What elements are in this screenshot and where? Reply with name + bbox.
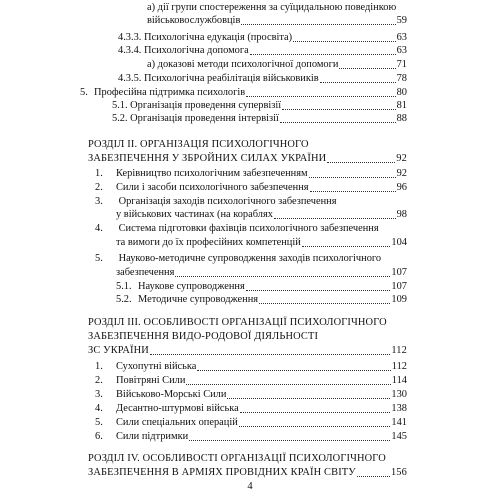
toc-entry-number: 6. — [95, 431, 103, 442]
toc-entry-text: Сили і засоби психологічного забезпечення — [116, 182, 309, 193]
toc-entry — [95, 222, 379, 235]
toc-page-number: 141 — [391, 417, 407, 428]
leader-dots — [293, 33, 395, 42]
toc-page-number: 92 — [396, 153, 407, 164]
toc-page-number: 114 — [391, 375, 407, 386]
section-heading: РОЗДІЛ ІІ. ОРГАНІЗАЦІЯ ПСИХОЛОГІЧНОГО — [88, 139, 309, 150]
leader-dots — [189, 432, 390, 441]
toc-page-number: 88 — [396, 113, 407, 124]
leader-dots — [246, 282, 391, 291]
toc-page-number: 92 — [396, 168, 407, 179]
toc-entry-text: 4.3.5. Психологічна реабілітація військовиків — [118, 73, 319, 84]
toc-entry-text: забезпечення — [116, 267, 175, 278]
toc-page-number: 63 — [396, 45, 407, 56]
toc-entry-number: 5.2. — [116, 294, 132, 305]
leader-dots — [339, 60, 395, 69]
toc-entry-number: 2. — [95, 182, 103, 193]
toc-entry-text: у військових частинах (на кораблях — [116, 209, 273, 220]
toc-page-number: 78 — [396, 73, 407, 84]
toc-page-number: 130 — [391, 389, 407, 400]
section-heading-line — [88, 344, 407, 357]
toc-entry — [95, 167, 407, 180]
leader-dots — [309, 169, 396, 178]
toc-entry — [116, 280, 407, 293]
toc-entry-text: Методичне супроводження — [138, 294, 259, 305]
toc-entry-text: а) дії групи спостереження за суїцидальною поведінкою — [147, 2, 397, 13]
toc-entry-number: 3. — [95, 196, 103, 207]
toc-entry-text: Військово-Морські Сили — [116, 389, 227, 400]
toc-entry — [95, 181, 407, 194]
toc-page-number: 63 — [396, 32, 407, 43]
toc-entry — [147, 58, 407, 71]
toc-entry — [118, 44, 407, 57]
toc-entry-text: Повітряні Сили — [116, 375, 186, 386]
toc-entry-text: 4.3.3. Психологічна едукація (просвіта) — [118, 32, 293, 43]
toc-entry — [112, 112, 407, 125]
leader-dots — [186, 376, 390, 385]
toc-entry — [80, 86, 407, 99]
section-heading: ЗАБЕЗПЕЧЕННЯ ВИДО-РОДОВОЇ ДІЯЛЬНОСТІ — [88, 331, 319, 342]
leader-dots — [150, 346, 390, 355]
toc-entry-text: та вимоги до їх професійних компетенцій — [116, 237, 301, 248]
leader-dots — [240, 404, 391, 413]
toc-entry — [95, 402, 407, 415]
toc-entry — [95, 360, 407, 373]
toc-entry — [95, 416, 407, 429]
leader-dots — [250, 46, 396, 55]
toc-page-number: 109 — [391, 294, 407, 305]
toc-entry — [112, 99, 407, 112]
toc-page-number: 112 — [391, 361, 407, 372]
toc-entry — [116, 293, 407, 306]
leader-dots — [227, 390, 390, 399]
leader-dots — [302, 238, 391, 247]
leader-dots — [175, 268, 390, 277]
toc-entry — [147, 14, 407, 27]
section-heading-line — [88, 466, 407, 479]
toc-entry-number: 2. — [95, 375, 103, 386]
toc-entry-text: Сили підтримки — [116, 431, 189, 442]
section-heading-line — [88, 152, 407, 165]
toc-entry-number: 1. — [95, 361, 103, 372]
toc-page-number: 145 — [391, 431, 407, 442]
toc-page-number: 80 — [396, 87, 407, 98]
page-number: 4 — [247, 481, 253, 492]
toc-entry-text: Сили спеціальних операцій — [116, 417, 238, 428]
toc-entry-number: 1. — [95, 168, 103, 179]
toc-entry-text: Організація заходів психологічного забезпечення — [118, 196, 337, 207]
toc-entry-number: 4. — [95, 223, 103, 234]
toc-entry — [116, 208, 407, 221]
toc-entry-number: 4. — [95, 403, 103, 414]
toc-entry — [116, 236, 407, 249]
toc-entry-text: військовослужбовців — [147, 15, 241, 26]
leader-dots — [259, 295, 390, 304]
toc-entry-text: Наукове супроводження — [138, 281, 245, 292]
toc-entry-text: Керівництво психологічним забезпеченням — [116, 168, 308, 179]
toc-entry — [95, 195, 337, 208]
section-heading: РОЗДІЛ IV. ОСОБЛИВОСТІ ОРГАНІЗАЦІЇ ПСИХОЛОГІЧНОГО — [88, 453, 386, 464]
toc-entry-number: 5. — [95, 417, 103, 428]
toc-entry — [118, 31, 407, 44]
toc-entry-text: Система підготовки фахівців психологічного забезпечення — [118, 223, 379, 234]
toc-entry — [95, 430, 407, 443]
toc-page-number: 81 — [396, 100, 407, 111]
toc-page-number: 59 — [396, 15, 407, 26]
toc-page-number: 107 — [391, 267, 407, 278]
toc-entry-number: 3. — [95, 389, 103, 400]
toc-entry-text: 4.3.4. Психологічна допомога — [118, 45, 249, 56]
leader-dots — [241, 16, 395, 25]
leader-dots — [357, 468, 390, 477]
leader-dots — [274, 210, 396, 219]
toc-entry — [95, 374, 407, 387]
toc-entry-text: 5.2. Організація проведення інтервізії — [112, 113, 279, 124]
toc-entry — [118, 72, 407, 85]
toc-entry — [95, 252, 381, 265]
toc-entry-text: 5.1. Організація проведення супервізії — [112, 100, 282, 111]
toc-entry — [147, 1, 396, 14]
toc-entry-text: а) доказові методи психологічної допомоги — [147, 59, 339, 70]
section-heading-text: ЗАБЕЗПЕЧЕННЯ У ЗБРОЙНИХ СИЛАХ УКРАЇНИ — [88, 153, 327, 164]
toc-entry-number: 5.1. — [116, 281, 132, 292]
toc-entry — [116, 266, 407, 279]
leader-dots — [246, 88, 395, 97]
section-heading: РОЗДІЛ ІІІ. ОСОБЛИВОСТІ ОРГАНІЗАЦІЇ ПСИХОЛОГІЧНОГО — [88, 317, 387, 328]
leader-dots — [282, 101, 395, 110]
leader-dots — [239, 418, 391, 427]
section-heading-text: ЗАБЕЗПЕЧЕННЯ В АРМІЯХ ПРОВІДНИХ КРАЇН СВІТУ — [88, 467, 356, 478]
leader-dots — [280, 114, 396, 123]
toc-entry-text: Сухопутні війська — [116, 361, 197, 372]
leader-dots — [327, 154, 395, 163]
leader-dots — [320, 74, 396, 83]
toc-page-number: 71 — [396, 59, 407, 70]
toc-page-number: 104 — [391, 237, 407, 248]
toc-page-number: 107 — [391, 281, 407, 292]
toc-page-number: 96 — [396, 182, 407, 193]
toc-entry — [95, 388, 407, 401]
toc-page-number: 112 — [391, 345, 407, 356]
toc-page-number: 138 — [391, 403, 407, 414]
toc-entry-number: 5. — [80, 87, 88, 98]
toc-entry-text: Науково-методичне супроводження заходів психологічного — [118, 253, 382, 264]
toc-entry-text: Професійна підтримка психологів — [94, 87, 246, 98]
toc-page-number: 156 — [390, 467, 407, 478]
toc-page-number: 98 — [396, 209, 407, 220]
toc-entry-text: Десантно-штурмові війська — [116, 403, 239, 414]
toc-entry-number: 5. — [95, 253, 103, 264]
leader-dots — [197, 362, 390, 371]
leader-dots — [310, 183, 396, 192]
section-heading-text: ЗС УКРАЇНИ — [88, 345, 149, 356]
